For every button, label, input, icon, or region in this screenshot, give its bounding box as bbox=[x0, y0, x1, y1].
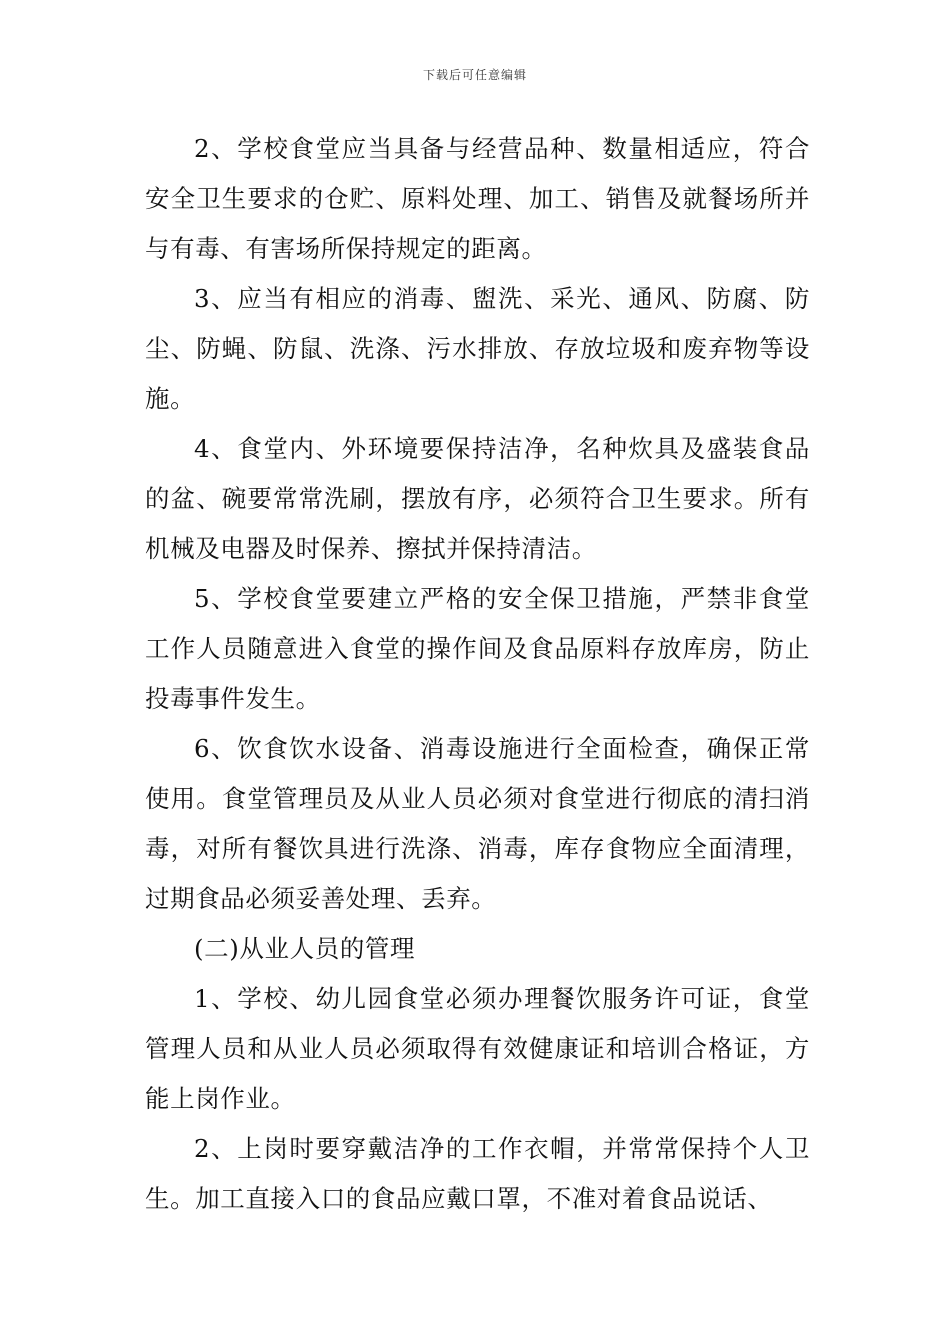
paragraph-3: 4、食堂内、外环境要保持洁净，名种炊具及盛装食品的盆、碗要常常洗刷，摆放有序，必须符合卫生要求。所有机械及电器及时保养、擦拭并保持清洁。 bbox=[145, 434, 810, 563]
paragraph-7: 2、上岗时要穿戴洁净的工作衣帽，并常常保持个人卫生。加工直接入口的食品应戴口罩，不准对着食品说话、 bbox=[145, 1134, 810, 1213]
paragraph-2: 3、应当有相应的消毒、盥洗、采光、通风、防腐、防尘、防蝇、防鼠、洗涤、污水排放、存放垃圾和废弃物等设施。 bbox=[145, 284, 810, 413]
page-header-note: 下载后可任意编辑 bbox=[422, 68, 527, 82]
section-heading: (二)从业人员的管理 bbox=[194, 934, 416, 963]
paragraph-1: 2、学校食堂应当具备与经营品种、数量相适应，符合安全卫生要求的仓贮、原料处理、加工、销售及就餐场所并与有毒、有害场所保持规定的距离。 bbox=[145, 134, 810, 263]
paragraph-4: 5、学校食堂要建立严格的安全保卫措施，严禁非食堂工作人员随意进入食堂的操作间及食品原料存放库房，防止投毒事件发生。 bbox=[145, 584, 810, 713]
document-body bbox=[145, 124, 810, 1224]
paragraph-6: 1、学校、幼儿园食堂必须办理餐饮服务许可证，食堂管理人员和从业人员必须取得有效健康证和培训合格证，方能上岗作业。 bbox=[145, 984, 810, 1113]
paragraph-5: 6、饮食饮水设备、消毒设施进行全面检查，确保正常使用。食堂管理员及从业人员必须对食堂进行彻底的清扫消毒，对所有餐饮具进行洗涤、消毒，库存食物应全面清理，过期食品必须妥善处理、丢弃。 bbox=[145, 734, 810, 913]
